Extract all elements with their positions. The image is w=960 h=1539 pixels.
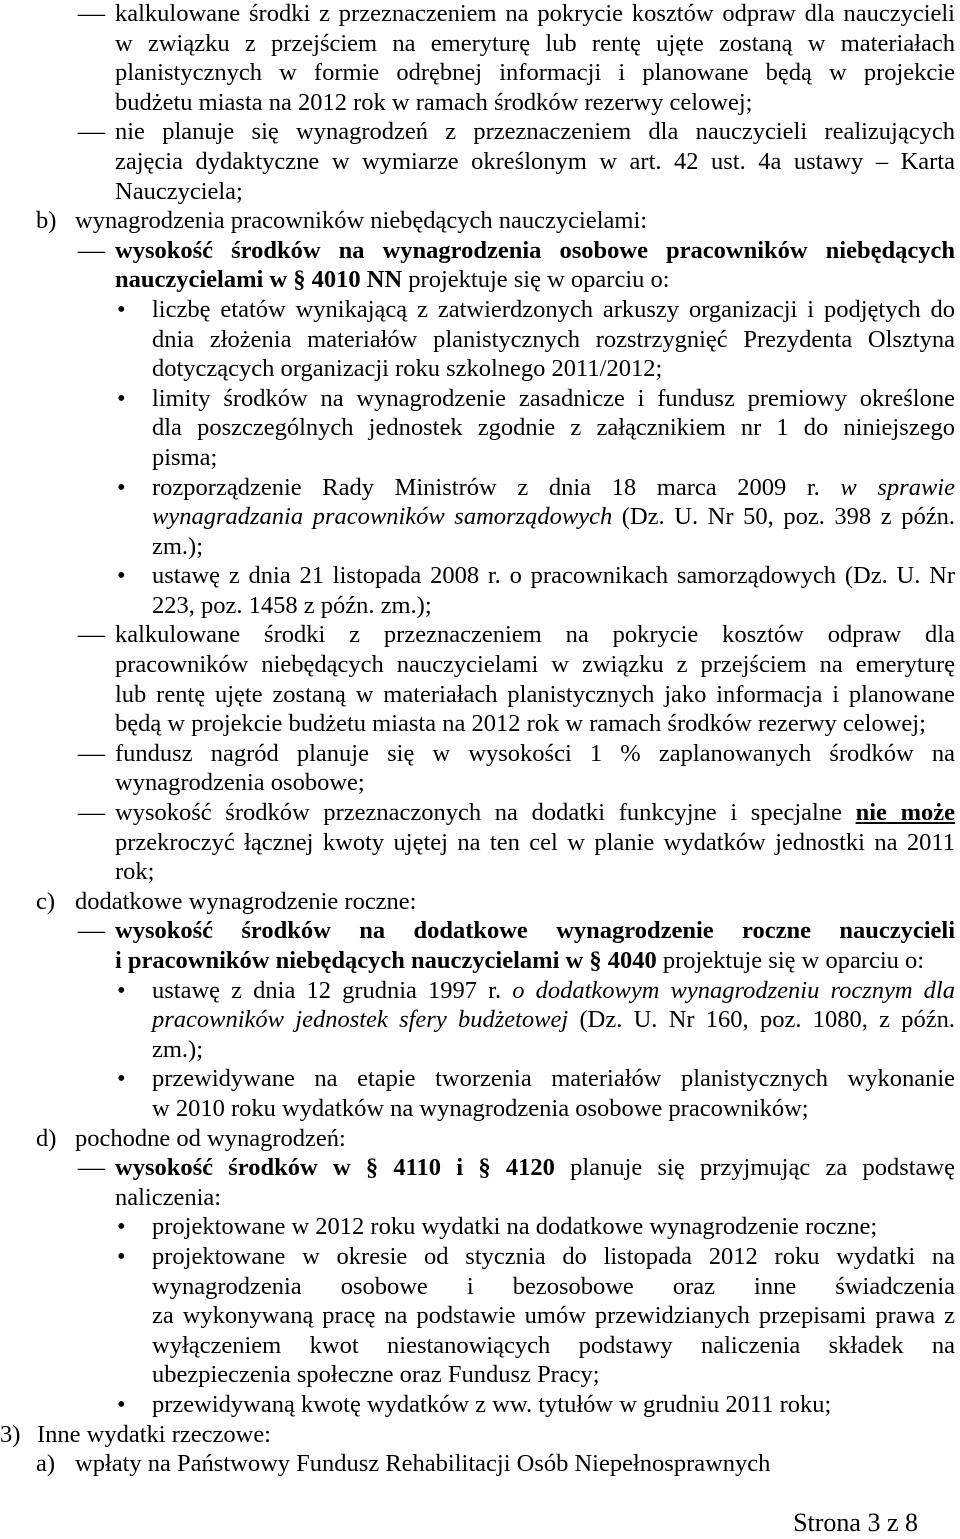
list-item-bullet: [0, 1390, 960, 1420]
text-line: [152, 295, 955, 325]
page-number: Strona 3 z 8: [793, 1508, 918, 1537]
text-run: limity środków na wynagrodzenie zasadnicze i fundusz premiowy określone: [152, 384, 955, 412]
item-letter-label: c): [36, 887, 56, 915]
bullet-marker: •: [117, 295, 126, 323]
text-run: pochodne od wynagrodzeń:: [75, 1124, 346, 1152]
text-line: [115, 709, 955, 739]
text-run: planuje się przyjmując za podstawę: [554, 1154, 955, 1182]
text-run: ustawę z dnia 12 grudnia 1997 r.: [152, 976, 513, 1004]
text-line: [152, 502, 955, 532]
text-run: zm.);: [152, 532, 204, 560]
text-run: wynagrodzenia osobowe;: [115, 769, 365, 797]
text-line: [152, 443, 955, 473]
text-line: [115, 857, 955, 887]
text-line: [37, 1420, 955, 1450]
text-run: nie planuje się wynagrodzeń z przeznaczeniem dla nauczycieli realizujących: [115, 118, 955, 146]
text-line: [152, 1064, 955, 1094]
text-run: Inne wydatki rzeczowe:: [37, 1420, 271, 1448]
list-item-letter: [0, 887, 960, 917]
text-line: [115, 29, 955, 59]
text-line: [152, 325, 955, 355]
list-item-dash: [0, 798, 960, 887]
text-line: [152, 561, 955, 591]
text-run: w 2010 roku wydatków na wynagrodzenia osobowe pracowników;: [152, 1094, 809, 1122]
list-item-dash: [0, 916, 960, 975]
text-line: [152, 1360, 955, 1390]
text-run: naliczenia:: [115, 1183, 222, 1211]
text-run: planistycznych w formie odrębnej informacji i planowane będą w projekcie: [115, 59, 955, 87]
text-run: rozporządzenie Rady Ministrów z dnia 18 marca 2009 r.: [152, 473, 841, 501]
text-run: wysokość środków w § 4110 i § 4120: [115, 1154, 555, 1182]
text-run: dnia złożenia materiałów planistycznych rozstrzygnięć Prezydenta Olsztyna: [152, 325, 955, 353]
text-line: [75, 1124, 955, 1154]
text-line: [152, 591, 955, 621]
text-line: [152, 384, 955, 414]
text-run: projektowane w 2012 roku wydatki na dodatkowe wynagrodzenie roczne;: [152, 1213, 878, 1241]
list-item-dash: [0, 620, 960, 738]
text-run: ustawę z dnia 21 listopada 2008 r. o pracownikach samorządowych (Dz. U. Nr: [152, 562, 955, 590]
list-item-number: [0, 1420, 960, 1450]
text-line: [115, 650, 955, 680]
text-run: wysokość środków przeznaczonych na dodatki funkcyjne i specjalne: [115, 799, 856, 827]
text-line: [152, 473, 955, 503]
text-run: liczbę etatów wynikającą z zatwierdzonych arkuszy organizacji i podjętych do: [152, 295, 955, 323]
text-line: [115, 117, 955, 147]
bullet-marker: •: [117, 976, 126, 1004]
text-line: [115, 739, 955, 769]
list-item-bullet: [0, 1212, 960, 1242]
text-run: przekroczyć łącznej kwoty ujętej na ten cel w planie wydatków jednostki na 2011: [115, 828, 955, 856]
text-run: wynagrodzenia pracowników niebędących nauczycielami:: [75, 207, 648, 235]
item-letter-label: d): [36, 1124, 57, 1152]
text-line: [115, 680, 955, 710]
text-run: w związku z przejściem na emeryturę lub rentę ujęte zostaną w materiałach: [115, 29, 955, 57]
list-item-letter: [0, 1124, 960, 1154]
text-line: [115, 798, 955, 828]
text-run: wpłaty na Państwowy Fundusz Rehabilitacji Osób Niepełnosprawnych: [75, 1450, 771, 1478]
text-run: fundusz nagród planuje się w wysokości 1 % zaplanowanych środków na: [115, 739, 955, 767]
text-run: nie może: [855, 799, 955, 827]
text-line: [115, 147, 955, 177]
text-run: wynagradzania pracowników samorządowych: [152, 503, 613, 531]
text-run: dla poszczególnych jednostek zgodnie z załącznikiem nr 1 do niniejszego: [152, 414, 955, 442]
list-item-dash: [0, 739, 960, 798]
text-line: [152, 1331, 955, 1361]
bullet-marker: •: [117, 1390, 126, 1418]
text-run: ubezpieczenia społeczne oraz Fundusz Pracy;: [152, 1361, 600, 1389]
text-line: [152, 413, 955, 443]
list-item-dash: [0, 1153, 960, 1212]
dash-marker: –: [78, 739, 105, 767]
text-line: [152, 976, 955, 1006]
text-run: projektowane w okresie od stycznia do listopada 2012 roku wydatki na: [152, 1242, 955, 1270]
list-item-dash: [0, 117, 960, 206]
text-run: wysokość środków na dodatkowe wynagrodzenie roczne nauczycieli: [115, 917, 955, 945]
dash-marker: –: [78, 917, 105, 945]
text-run: rok;: [115, 858, 155, 886]
text-line: [115, 946, 955, 976]
bullet-marker: •: [117, 1065, 126, 1093]
dash-marker: –: [78, 0, 105, 27]
list-item-bullet: [0, 976, 960, 1065]
list-item-bullet: [0, 1242, 960, 1390]
dash-marker: –: [78, 621, 105, 649]
text-run: będą w projekcie budżetu miasta na 2012 rok w ramach środków rezerwy celowej;: [115, 710, 926, 738]
text-line: [75, 1449, 955, 1479]
text-line: [115, 236, 955, 266]
list-item-bullet: [0, 295, 960, 384]
text-line: [152, 1272, 955, 1302]
text-run: zajęcia dydaktyczne w wymiarze określonym w art. 42 ust. 4a ustawy – Karta: [115, 147, 955, 175]
text-run: dodatkowe wynagrodzenie roczne:: [75, 887, 417, 915]
list-item-bullet: [0, 384, 960, 473]
item-letter-label: b): [36, 207, 57, 235]
text-line: [152, 1301, 955, 1331]
text-run: dotyczących organizacji roku szkolnego 2011/2012;: [152, 355, 663, 383]
text-run: przewidywane na etapie tworzenia materiałów planistycznych wykonanie: [152, 1065, 955, 1093]
text-run: budżetu miasta na 2012 rok w ramach środków rezerwy celowej;: [115, 88, 753, 116]
text-line: [75, 206, 955, 236]
list-item-dash: [0, 0, 960, 117]
bullet-marker: •: [117, 473, 126, 501]
text-line: [115, 1183, 955, 1213]
text-run: kalkulowane środki z przeznaczeniem na pokrycie kosztów odpraw dla: [115, 621, 955, 649]
list-item-bullet: [0, 1064, 960, 1123]
text-line: [152, 1212, 955, 1242]
text-run: (Dz. U. Nr 50, poz. 398 z późn.: [612, 503, 955, 531]
dash-marker: –: [78, 799, 105, 827]
item-number-label: 3): [0, 1420, 21, 1448]
item-letter-label: a): [36, 1450, 56, 1478]
text-run: lub rentę ujęte zostaną w materiałach planistycznych jako informacja i planowane: [115, 680, 955, 708]
text-line: [152, 1094, 955, 1124]
bullet-marker: •: [117, 1242, 126, 1270]
text-run: zm.);: [152, 1035, 204, 1063]
dash-marker: –: [78, 118, 105, 146]
list-item-letter: [0, 206, 960, 236]
text-line: [152, 532, 955, 562]
text-line: [152, 1390, 955, 1420]
text-run: wyłączeniem kwot niestanowiących podstawy naliczenia składek na: [152, 1331, 955, 1359]
text-line: [115, 177, 955, 207]
text-line: [152, 354, 955, 384]
text-run: projektuje się w oparciu o:: [402, 266, 670, 294]
text-run: pracowników niebędących nauczycielami w związku z przejściem na emeryturę: [115, 651, 955, 679]
list-item-bullet: [0, 473, 960, 562]
text-line: [152, 1035, 955, 1065]
text-run: kalkulowane środki z przeznaczeniem na pokrycie kosztów odpraw dla nauczycieli: [115, 0, 955, 27]
text-run: 223, poz. 1458 z późn. zm.);: [152, 591, 432, 619]
text-run: w sprawie: [840, 473, 955, 501]
text-run: i pracowników niebędących nauczycielami w § 4040: [115, 947, 657, 974]
text-run: wysokość środków na wynagrodzenia osobowe pracowników niebędących: [115, 236, 955, 264]
text-line: [115, 620, 955, 650]
bullet-marker: •: [117, 384, 126, 412]
text-run: o dodatkowym wynagrodzeniu rocznym dla: [512, 976, 955, 1004]
text-run: pracowników jednostek sfery budżetowej: [152, 1006, 569, 1034]
list-item-dash: [0, 236, 960, 295]
text-line: [75, 887, 955, 917]
text-line: [152, 1005, 955, 1035]
text-line: [115, 1153, 955, 1183]
text-run: nauczycielami w § 4010 NN: [115, 266, 403, 294]
text-line: [115, 828, 955, 858]
text-line: [115, 88, 955, 118]
text-line: [115, 768, 955, 798]
bullet-marker: •: [117, 562, 126, 590]
text-run: pisma;: [152, 443, 218, 471]
text-line: [115, 58, 955, 88]
text-run: przewidywaną kwotę wydatków z ww. tytułów w grudniu 2011 roku;: [152, 1390, 832, 1418]
dash-marker: –: [78, 1154, 105, 1182]
text-line: [115, 0, 955, 29]
text-run: Nauczyciela;: [115, 177, 243, 205]
text-run: wynagrodzenia osobowe i bezosobowe oraz inne świadczenia: [152, 1272, 955, 1300]
list-item-bullet: [0, 561, 960, 620]
text-run: (Dz. U. Nr 160, poz. 1080, z późn.: [568, 1006, 955, 1034]
dash-marker: –: [78, 236, 105, 264]
bullet-marker: •: [117, 1213, 126, 1241]
text-line: [152, 1242, 955, 1272]
text-run: projektuje się w oparciu o:: [656, 947, 925, 974]
list-item-letter: [0, 1449, 960, 1479]
text-line: [115, 916, 955, 946]
text-run: za wykonywaną pracę na podstawie umów przewidzianych przepisami prawa z: [152, 1302, 955, 1330]
text-line: [115, 265, 955, 295]
